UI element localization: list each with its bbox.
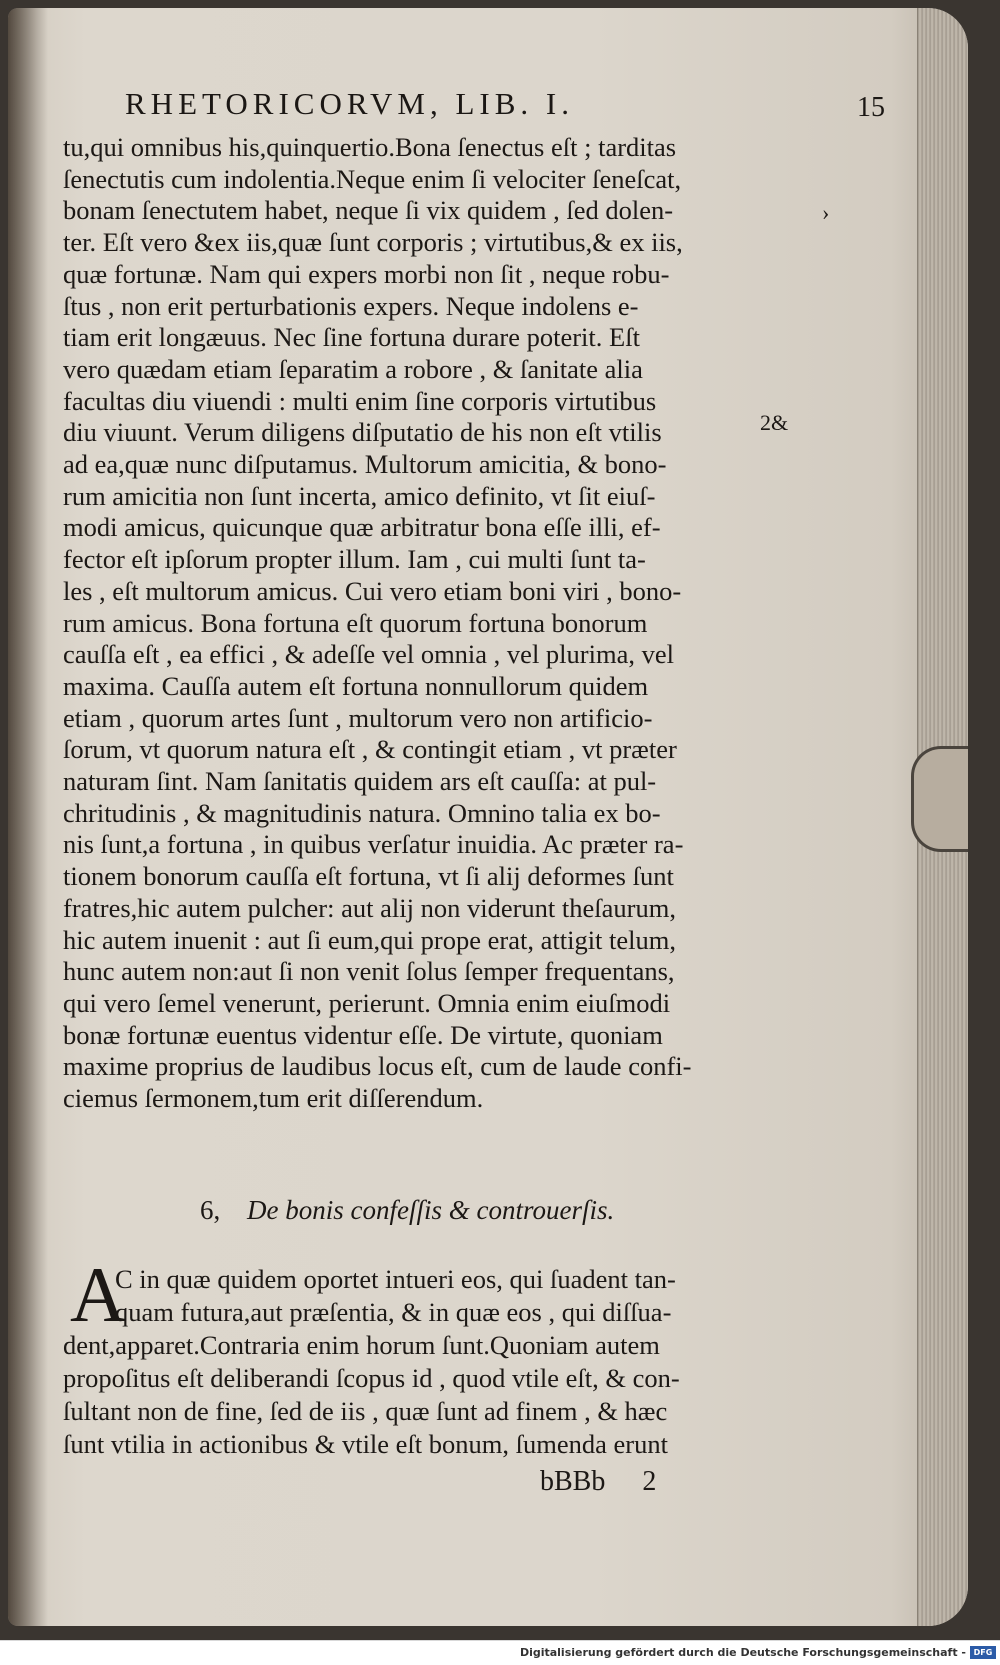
- signature-mark: [540, 1466, 656, 1498]
- text-line: cauſſa eſt , ea effici , & adeſſe vel omnia , vel plurima, vel: [63, 639, 674, 670]
- text-line: naturam ſint. Nam ſanitatis quidem ars eſt cauſſa: at pul-: [63, 766, 657, 797]
- signature-number: 2: [642, 1466, 657, 1497]
- section-title: De bonis confeſſis & controuerſis.: [247, 1195, 615, 1225]
- text-line: fector eſt ipſorum propter illum. Iam , cui multi ſunt ta-: [63, 544, 646, 575]
- running-header: [125, 86, 885, 122]
- text-line: ſultant non de fine, ſed de iis , quæ ſunt ad finem , & hæc: [63, 1396, 668, 1426]
- gutter-shadow: [8, 8, 48, 1626]
- running-title: RHETORICORVM, LIB. I.: [125, 86, 574, 121]
- text-line: les , eſt multorum amicus. Cui vero etiam boni viri , bono-: [63, 575, 682, 606]
- page-number: 15: [857, 92, 885, 123]
- text-line: tionem bonorum cauſſa eſt fortuna, vt ſi alij deformes ſunt: [63, 861, 674, 892]
- text-line: propoſitus eſt deliberandi ſcopus id , quod vtile eſt, & con-: [63, 1363, 680, 1393]
- margin-line-number: 2&: [760, 410, 789, 435]
- paragraph-two: [63, 1263, 808, 1461]
- bookmark-tab: [911, 746, 968, 852]
- text-line: etiam , quorum artes ſunt , multorum vero non artificio-: [63, 702, 653, 733]
- text-line: quam futura,aut præſentia, & in quæ eos , qui diſſua-: [115, 1297, 672, 1327]
- text-line: ſorum, vt quorum natura eſt , & contingit etiam , vt præter: [63, 734, 677, 765]
- text-line: modi amicus, quicunque quæ arbitratur bona eſſe illi, ef-: [63, 512, 661, 543]
- text-line: quæ fortunæ. Nam qui expers morbi non ſit , neque robu-: [63, 258, 670, 289]
- text-line: vero quædam etiam ſeparatim a robore , & ſanitate alia: [63, 353, 643, 384]
- text-line: ſenectutis cum indolentia.Neque enim ſi velociter ſeneſcat,: [63, 163, 682, 194]
- text-line: rum amicus. Bona fortuna eſt quorum fortuna bonorum: [63, 607, 648, 638]
- text-line: tiam erit longæuus. Nec ſine fortuna durare poterit. Eſt: [63, 322, 640, 353]
- text-line: bonæ fortunæ euentus videntur eſſe. De virtute, quoniam: [63, 1019, 663, 1050]
- drop-cap: A: [70, 1251, 127, 1338]
- text-line: hunc autem non:aut ſi non venit ſolus ſemper frequentans,: [63, 956, 675, 987]
- text-line: maxime proprius de laudibus locus eſt, cum de laude confi-: [63, 1051, 692, 1082]
- text-line: ad ea,quæ nunc diſputamus. Multorum amicitia, & bono-: [63, 449, 667, 480]
- section-number: 6,: [200, 1195, 221, 1225]
- text-line: diu viuunt. Verum diligens diſputatio de his non eſt vtilis: [63, 417, 662, 448]
- margin-mark: ›: [822, 200, 830, 225]
- text-line: bonam ſenectutem habet, neque ſi vix quidem , ſed dolen-: [63, 195, 674, 226]
- text-line: qui vero ſemel venerunt, perierunt. Omnia enim eiuſmodi: [63, 987, 671, 1018]
- text-line: tu,qui omnibus his,quinquertio.Bona ſenectus eſt ; tarditas: [63, 132, 677, 162]
- text-line: ſunt vtilia in actionibus & vtile eſt bonum, ſumenda erunt: [63, 1429, 668, 1459]
- dfg-logo: DFG: [970, 1646, 996, 1659]
- text-line: hic autem inuenit : aut ſi eum,qui prope erat, attigit telum,: [63, 924, 677, 955]
- text-line: chritudinis , & magnitudinis natura. Omnino talia ex bo-: [63, 797, 661, 828]
- footer-bar: [0, 1640, 1000, 1665]
- text-line: facultas diu viuendi : multi enim ſine corporis virtutibus: [63, 385, 657, 416]
- text-line: rum amicitia non ſunt incerta, amico definito, vt ſit eiuſ-: [63, 480, 656, 511]
- text-line: ciemus ſermonem,tum erit diſſerendum.: [63, 1083, 484, 1114]
- body-text: [63, 132, 808, 1115]
- text-line: ſtus , non erit perturbationis expers. Neque indolens e-: [63, 290, 639, 321]
- signature-letters: bBBb: [540, 1466, 606, 1497]
- text-line: fratres,hic autem pulcher: aut alij non viderunt theſaurum,: [63, 892, 676, 923]
- text-line: ter. Eſt vero &ex iis,quæ ſunt corporis ; virtutibus,& ex iis,: [63, 227, 683, 258]
- footer-credit: Digitalisierung gefördert durch die Deutsche Forschungsgemeinschaft -: [519, 1646, 966, 1659]
- text-line: maxima. Cauſſa autem eſt fortuna nonnullorum quidem: [63, 670, 649, 701]
- text-line: dent,apparet.Contraria enim horum ſunt.Quoniam autem: [63, 1330, 660, 1360]
- section-heading: [200, 1195, 800, 1226]
- text-line: C in quæ quidem oportet intueri eos, qui ſuadent tan-: [115, 1264, 676, 1294]
- text-line: nis ſunt,a fortuna , in quibus verſatur inuidia. Ac præter ra-: [63, 829, 684, 860]
